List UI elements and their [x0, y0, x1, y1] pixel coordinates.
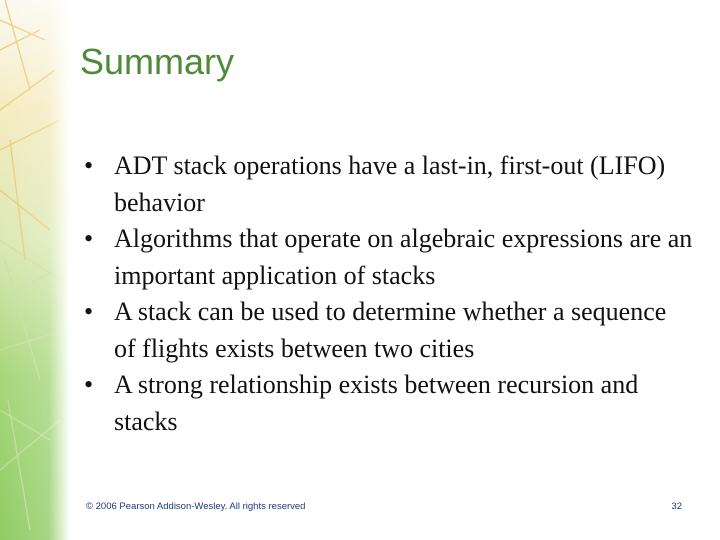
bullet-text: Algorithms that operate on algebraic expressions are an important application of stacks: [114, 224, 693, 290]
page-number: 32: [671, 501, 682, 512]
bullet-text: A stack can be used to determine whether a sequence of flights exists between two cities: [114, 297, 667, 363]
bullet-marker: •: [84, 151, 94, 180]
slide-title: Summary: [80, 41, 235, 82]
bullet-list: [84, 148, 694, 440]
bullet-marker: •: [84, 297, 94, 326]
decorative-side-art: [0, 0, 70, 540]
bullet-item: [84, 294, 694, 367]
bullet-item: [84, 367, 694, 440]
footer-copyright: © 2006 Pearson Addison-Wesley. All rights reserved: [86, 501, 306, 512]
bullet-item: [84, 221, 694, 294]
bullet-marker: •: [84, 224, 94, 253]
bullet-marker: •: [84, 370, 94, 399]
bullet-text: A strong relationship exists between recursion and stacks: [114, 370, 639, 436]
bullet-text: ADT stack operations have a last-in, first-out (LIFO) behavior: [114, 151, 666, 217]
bullet-item: [84, 148, 694, 221]
